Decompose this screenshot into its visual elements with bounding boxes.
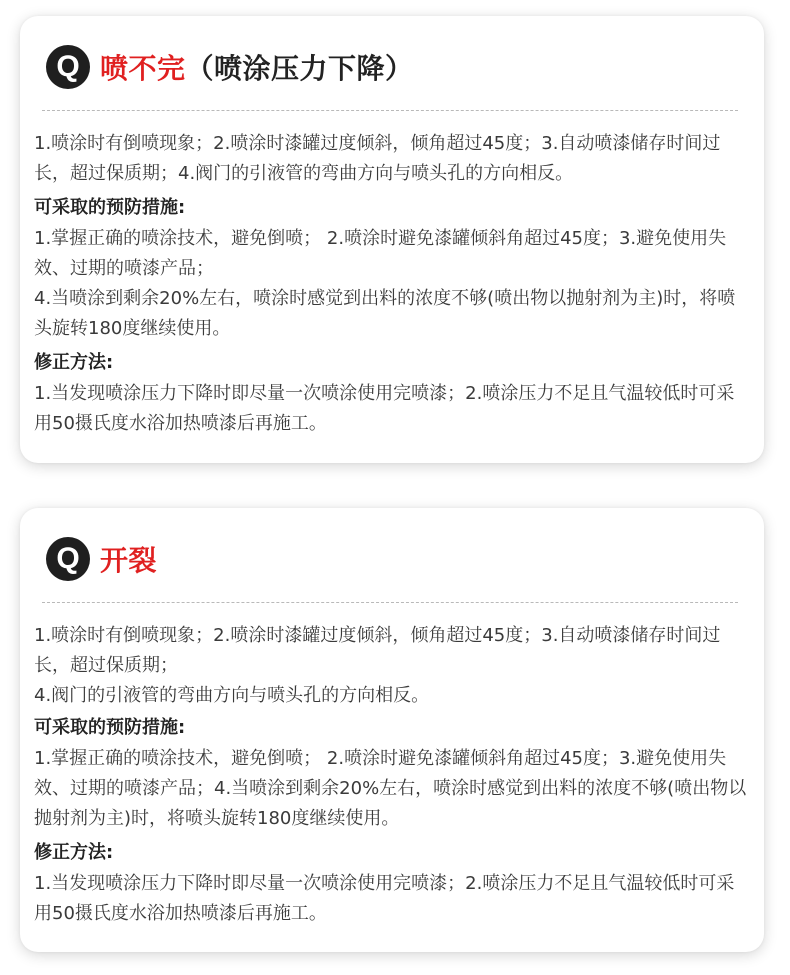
prevent-text-1: 1.掌握正确的喷涂技术，避免倒喷； 2.喷涂时避免漆罐倾斜角超过45度；3.避免使用失效、过期的喷漆产品； — [34, 228, 727, 279]
card-body — [34, 111, 748, 439]
prevent-heading: 可采取的预防措施: — [34, 717, 186, 738]
qa-card-cracking — [20, 508, 764, 952]
card-header — [34, 508, 748, 580]
q-badge-icon: Q — [46, 45, 90, 89]
q-badge-icon: Q — [46, 537, 90, 581]
fix-text: 1.当发现喷涂压力下降时即尽量一次喷涂使用完喷漆；2.喷涂压力不足且气温较低时可采用50摄氏度水浴加热喷漆后再施工。 — [34, 383, 735, 434]
title-problem: 开裂 — [100, 544, 158, 577]
card-body — [34, 603, 748, 929]
fix-text: 1.当发现喷涂压力下降时即尽量一次喷涂使用完喷漆；2.喷涂压力不足且气温较低时可采用50摄氏度水浴加热喷漆后再施工。 — [34, 873, 735, 924]
title-problem: 喷不完 — [100, 52, 186, 85]
qa-card-pressure-drop — [20, 16, 764, 463]
title-detail: （喷涂压力下降） — [185, 52, 414, 85]
prevent-heading: 可采取的预防措施: — [34, 197, 186, 218]
card-title — [100, 539, 157, 579]
card-header — [34, 16, 748, 88]
fix-heading: 修正方法: — [34, 842, 114, 863]
prevent-text-2: 4.当喷涂到剩余20%左右，喷涂时感觉到出料的浓度不够(喷出物以抛射剂为主)时，将喷头旋转180度继续使用。 — [34, 288, 736, 339]
cause-text-1: 1.喷涂时有倒喷现象；2.喷涂时漆罐过度倾斜，倾角超过45度；3.自动喷漆储存时间过长，超过保质期； — [34, 625, 721, 676]
fix-heading: 修正方法: — [34, 352, 114, 373]
cause-text-2: 4.阀门的引液管的弯曲方向与喷头孔的方向相反。 — [34, 685, 430, 706]
cause-text: 1.喷涂时有倒喷现象；2.喷涂时漆罐过度倾斜，倾角超过45度；3.自动喷漆储存时间过长，超过保质期；4.阀门的引液管的弯曲方向与喷头孔的方向相反。 — [34, 133, 721, 184]
card-title — [100, 47, 414, 87]
prevent-text: 1.掌握正确的喷涂技术，避免倒喷； 2.喷涂时避免漆罐倾斜角超过45度；3.避免使用失效、过期的喷漆产品；4.当喷涂到剩余20%左右，喷涂时感觉到出料的浓度不够(喷出物以抛射剂为主)时，将喷头旋转180度继续使用。 — [34, 748, 747, 829]
